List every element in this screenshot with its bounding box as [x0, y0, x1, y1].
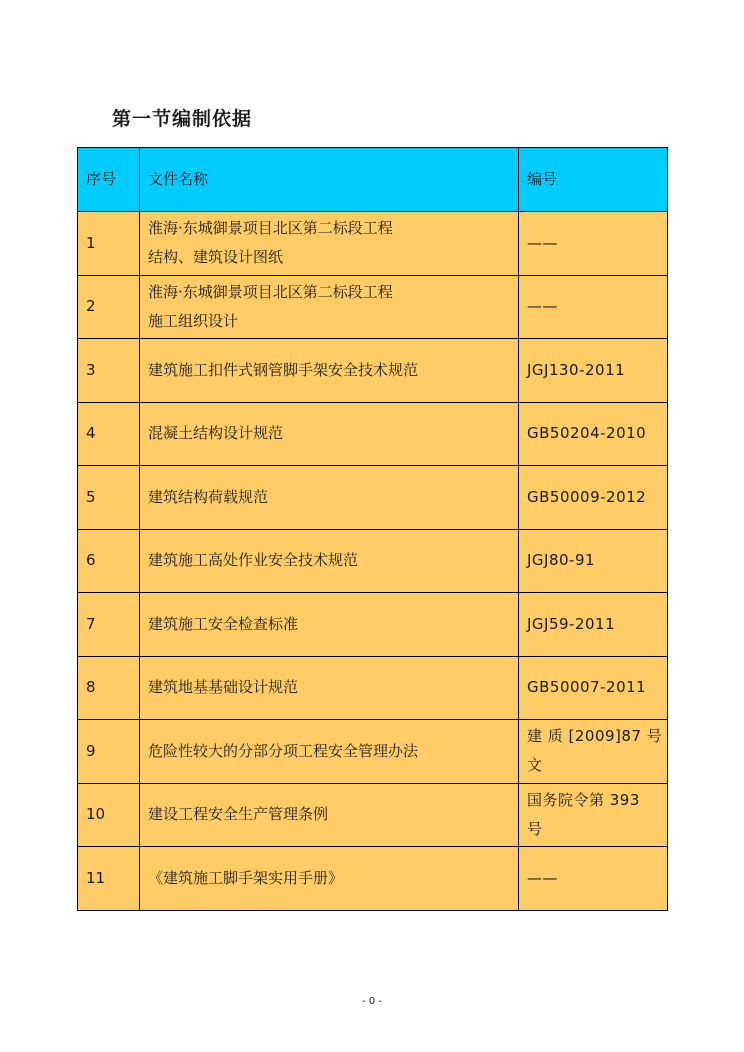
- row-code-line: 号: [527, 819, 543, 838]
- row-name: 混凝土结构设计规范: [140, 402, 519, 466]
- header-no: 序号: [78, 148, 140, 212]
- row-no: 2: [78, 275, 140, 339]
- table-row: [78, 402, 668, 466]
- basis-table: [77, 147, 668, 911]
- table-row: [78, 529, 668, 593]
- table-row: [78, 275, 668, 339]
- header-name: 文件名称: [140, 148, 519, 212]
- table-row: [78, 847, 668, 911]
- row-code: JGJ130-2011: [519, 339, 668, 403]
- table-row: [78, 339, 668, 403]
- row-name: 《建筑施工脚手架实用手册》: [140, 847, 519, 911]
- row-code: GB50007-2011: [519, 656, 668, 720]
- row-no: 10: [78, 783, 140, 847]
- table-header-row: [78, 148, 668, 212]
- row-code: ——: [519, 275, 668, 339]
- table-row: [78, 593, 668, 657]
- row-code-line: 国务院令第 393: [527, 790, 640, 809]
- row-name-line: 淮海·东城御景项目北区第二标段工程: [148, 219, 393, 238]
- row-code: ——: [519, 212, 668, 276]
- row-no: 1: [78, 212, 140, 276]
- row-name-line: 施工组织设计: [148, 311, 239, 330]
- row-name: 建筑地基基础设计规范: [140, 656, 519, 720]
- row-name: [140, 212, 519, 276]
- page-number: - 0 -: [362, 996, 382, 1007]
- row-no: 8: [78, 656, 140, 720]
- row-code: [519, 783, 668, 847]
- table-row: [78, 212, 668, 276]
- row-code: [519, 720, 668, 784]
- row-name: 建筑施工高处作业安全技术规范: [140, 529, 519, 593]
- row-code-line: 建 质 [2009]87 号: [527, 727, 663, 746]
- row-code-line: 文: [527, 756, 543, 775]
- row-name: 危险性较大的分部分项工程安全管理办法: [140, 720, 519, 784]
- table-row: [78, 720, 668, 784]
- row-name: 建设工程安全生产管理条例: [140, 783, 519, 847]
- table-row: [78, 783, 668, 847]
- row-no: 3: [78, 339, 140, 403]
- section-heading: 第一节编制依据: [112, 108, 253, 130]
- row-no: 11: [78, 847, 140, 911]
- row-code: ——: [519, 847, 668, 911]
- row-code: JGJ59-2011: [519, 593, 668, 657]
- row-no: 4: [78, 402, 140, 466]
- row-no: 7: [78, 593, 140, 657]
- table-row: [78, 656, 668, 720]
- row-name-line: 淮海·东城御景项目北区第二标段工程: [148, 282, 393, 301]
- table-row: [78, 466, 668, 530]
- row-code: GB50009-2012: [519, 466, 668, 530]
- row-no: 6: [78, 529, 140, 593]
- row-name: [140, 275, 519, 339]
- header-code: 编号: [519, 148, 668, 212]
- row-no: 5: [78, 466, 140, 530]
- row-name: 建筑结构荷载规范: [140, 466, 519, 530]
- row-name: 建筑施工扣件式钢管脚手架安全技术规范: [140, 339, 519, 403]
- row-name: 建筑施工安全检查标准: [140, 593, 519, 657]
- row-code: GB50204-2010: [519, 402, 668, 466]
- row-no: 9: [78, 720, 140, 784]
- row-name-line: 结构、建筑设计图纸: [148, 248, 284, 267]
- row-code: JGJ80-91: [519, 529, 668, 593]
